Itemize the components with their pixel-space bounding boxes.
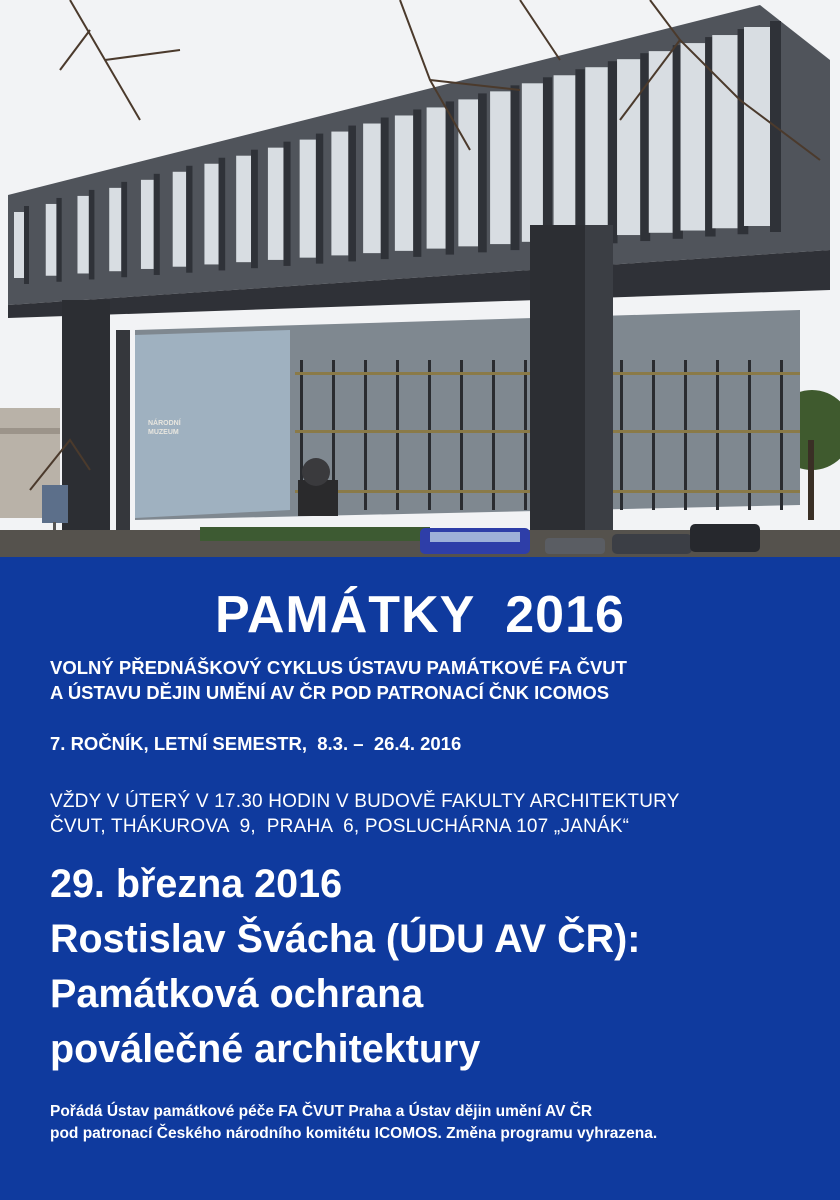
facade-fin [348,126,356,262]
edition-dates: 7. ROČNÍK, LETNÍ SEMESTR, 8.3. – 26.4. 2016 [50,733,462,754]
glass-mullion [492,360,495,510]
facade-fin [89,190,95,280]
glass-mullion [364,360,367,510]
lecture-block [50,857,830,1077]
facade-window [331,132,348,256]
facade-window [268,148,284,260]
facade-fin [381,118,389,260]
facade-fin [413,109,421,256]
venue-line: VŽDY V ÚTERÝ V 17.30 HODIN V BUDOVĚ FAKULTY ARCHITEKTURY [50,791,680,812]
lecture-topic-line1: Památková ochrana [50,972,424,1016]
facade-window [141,180,154,269]
glass-mullion [524,360,527,510]
info-panel [0,557,840,1200]
glass-mullion [716,360,719,510]
facade-fin [543,77,552,248]
organizer-line: Pořádá Ústav památkové péče FA ČVUT Praha a Ústav dějin umění AV ČR [50,1103,593,1120]
organizer-line: pod patronací Českého národního komitétu ICOMOS. Změna programu vyhrazena. [50,1125,658,1142]
facade-fin [446,101,454,254]
glass-mullion [780,360,783,510]
venue-line: ČVUT, THÁKUROVA 9, PRAHA 6, POSLUCHÁRNA 107 „JANÁK“ [50,816,630,837]
statue [302,458,330,486]
facade-fin [478,93,487,252]
car [612,534,692,554]
facade-window [395,115,413,250]
pillar [62,300,110,545]
facade-window [681,43,706,230]
facade-window [490,91,510,244]
museum-sign-line2: MUZEUM [148,429,179,436]
car [690,524,760,552]
glass-mullion [620,360,623,510]
series-description-line: VOLNÝ PŘEDNÁŠKOVÝ CYKLUS ÚSTAVU PAMÁTKOVÉ FA ČVUT [50,657,627,678]
facade-window [46,204,57,276]
facade-window [712,35,737,228]
glass-mullion [652,360,655,510]
building-photo [0,0,840,557]
glass-mullion [748,360,751,510]
pillar [530,225,585,530]
facade-fin [608,61,618,243]
facade-window [744,27,770,226]
lecture-speaker: Rostislav Švácha (ÚDU AV ČR): [50,917,641,961]
lecture-date: 29. března 2016 [50,862,343,906]
glass-mullion [396,360,399,510]
facade-window [204,164,218,265]
facade-fin [251,150,258,268]
facade-fin [56,198,61,282]
facade-window [427,107,446,248]
facade-window [14,212,24,278]
street-sign [42,485,68,523]
facade-window [77,196,88,274]
glass-mullion [684,360,687,510]
facade-fin [186,166,192,273]
facade-fin [219,158,226,271]
venue-info [50,789,810,839]
poster-title: PAMÁTKY 2016 [215,586,625,644]
facade-window [109,188,121,271]
facade-fin [24,206,29,284]
facade-window [236,156,251,262]
facade-window [173,172,186,267]
facade-window [458,99,478,246]
facade-fin [511,85,520,250]
facade-window [522,83,543,242]
facade-fin [121,182,127,277]
facade-fin [283,142,290,266]
glass-mullion [460,360,463,510]
glass-mullion [428,360,431,510]
building-illustration [0,0,840,557]
facade-window [617,59,640,235]
series-description-line: A ÚSTAVU DĚJIN UMĚNÍ AV ČR POD PATRONACÍ ČNK ICOMOS [50,682,610,703]
hedge [200,527,430,541]
organizer-note [50,1101,830,1145]
lecture-topic-line2: poválečné architektury [50,1027,481,1071]
facade-window [554,75,576,239]
car [545,538,605,554]
pillar [116,330,130,530]
pillar [585,225,613,530]
facade-fin [154,174,160,275]
facade-window [300,140,316,258]
series-description [50,655,790,705]
facade-window [363,124,381,254]
facade-fin [316,134,323,264]
museum-sign-line1: NÁRODNÍ [148,420,181,427]
facade-fin [575,69,584,245]
facade-window [585,67,608,237]
